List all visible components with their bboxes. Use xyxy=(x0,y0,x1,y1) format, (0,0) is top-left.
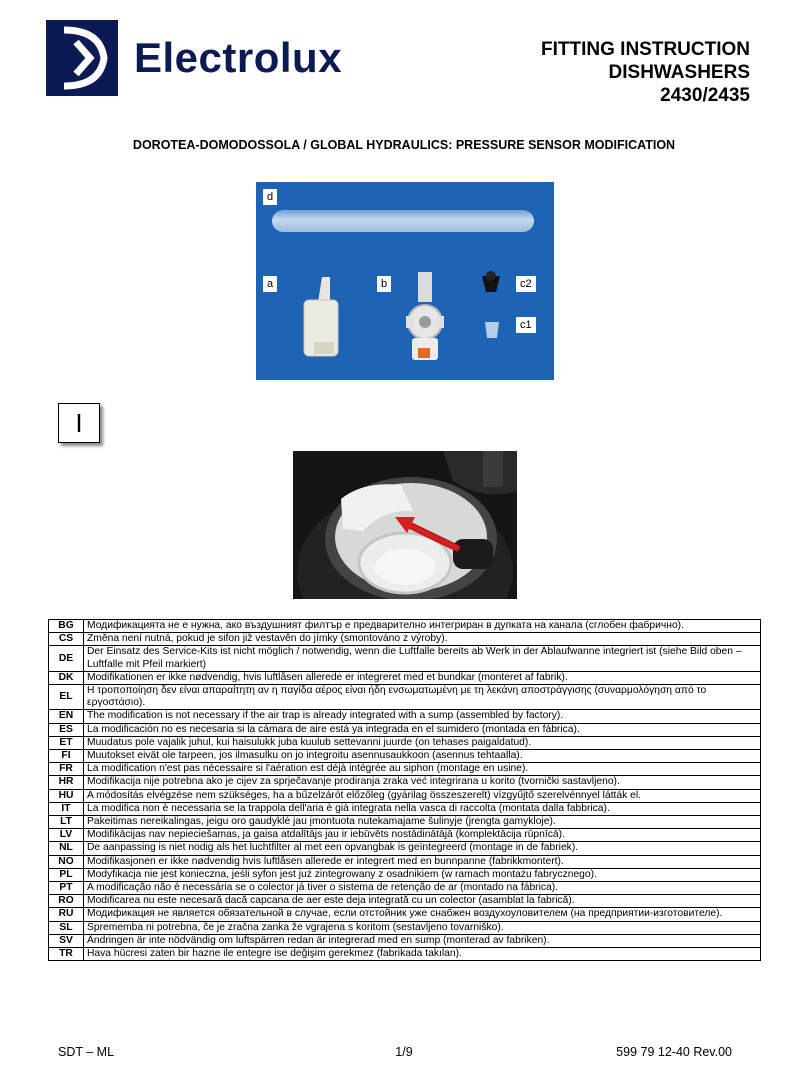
document-number: 599 79 12-40 Rev.00 xyxy=(616,1045,732,1059)
title-line-1: FITTING INSTRUCTION xyxy=(541,39,750,60)
language-text: Změna není nutná, pokud je sifon již vestavěn do jímky (smontováno z výroby). xyxy=(84,633,761,646)
language-text: La modification n'est pas nécessaire si l'aération est déjà intégrée au siphon (montage en usine). xyxy=(84,763,761,776)
language-text: Sprememba ni potrebna, če je zračna zanka že vgrajena s koritom (sestavljeno tovarniško). xyxy=(84,921,761,934)
language-text: A modificação não é necessária se o colector já tiver o sistema de retenção de ar (montado na fábrica). xyxy=(84,882,761,895)
table-row xyxy=(49,646,761,671)
language-text: Модификация не является обязательной в случае, если отстойник уже снабжен воздухоуловителем (на предприятии-изготовителе). xyxy=(84,908,761,921)
table-row xyxy=(49,763,761,776)
language-code: BG xyxy=(49,620,84,633)
language-code: PT xyxy=(49,882,84,895)
language-code: HU xyxy=(49,789,84,802)
language-text: Modyfikacja nie jest konieczna, jeśli syfon jest już zintegrowany z osadnikiem (w ramach montażu fabrycznego). xyxy=(84,868,761,881)
language-code: LV xyxy=(49,829,84,842)
document-subtitle: DOROTEA-DOMODOSSOLA / GLOBAL HYDRAULICS: PRESSURE SENSOR MODIFICATION xyxy=(132,138,676,152)
table-row xyxy=(49,750,761,763)
table-row xyxy=(49,842,761,855)
language-text: Modifikacija nije potrebna ako je cijev za sprječavanje prodiranja zraka već integrirana u korito (tvornički sastavljeno). xyxy=(84,776,761,789)
language-text: The modification is not necessary if the air trap is already integrated with a sump (assembled by factory). xyxy=(84,710,761,723)
language-text: Pakeitimas nereikalingas, jeigu oro gaudyklė jau įmontuota nutekamajame šulinyje (įrengta gamykloje). xyxy=(84,816,761,829)
table-row xyxy=(49,882,761,895)
title-line-2: DISHWASHERS xyxy=(608,62,750,83)
electrolux-logo-icon xyxy=(46,20,118,96)
language-code: RU xyxy=(49,908,84,921)
language-code: FI xyxy=(49,750,84,763)
part-label-b: b xyxy=(377,276,391,292)
language-text: Η τροποποίηση δεν είναι απαραίτητη αν η παγίδα αέρος είναι ήδη ενσωματωμένη με τη λεκάνη αποστράγγισης (συναρμολόγηση από το εργοστάσιο). xyxy=(84,685,761,710)
table-row xyxy=(49,908,761,921)
language-text: Muudatus pole vajalik juhul, kui haisulukk juba kuulub settevanni juurde (on tehases paigaldatud). xyxy=(84,736,761,749)
table-row xyxy=(49,829,761,842)
table-row xyxy=(49,736,761,749)
table-row xyxy=(49,934,761,947)
document-title xyxy=(541,38,750,107)
table-row xyxy=(49,868,761,881)
language-code: FR xyxy=(49,763,84,776)
language-text: Modificarea nu este necesară dacă capcana de aer este deja integrată cu un colector (asamblat la fabrică). xyxy=(84,895,761,908)
language-code: HR xyxy=(49,776,84,789)
language-code: SV xyxy=(49,934,84,947)
part-label-d: d xyxy=(263,189,277,205)
language-text: La modificación no es necesaria si la cámara de aire está ya integrada en el sumidero (montada en fábrica). xyxy=(84,723,761,736)
language-text: Der Einsatz des Service-Kits ist nicht möglich / notwendig, wenn die Luftfalle bereits ab Werk in der Ablaufwanne integriert ist (siehe Bild oben – Luftfalle mit Pfeil markiert) xyxy=(84,646,761,671)
electrolux-logo xyxy=(46,20,342,96)
table-row xyxy=(49,620,761,633)
table-row xyxy=(49,633,761,646)
language-code: DK xyxy=(49,671,84,684)
language-code: NO xyxy=(49,855,84,868)
page-number: 1/9 xyxy=(395,1045,413,1059)
language-code: CS xyxy=(49,633,84,646)
footer-left: SDT – ML xyxy=(58,1045,115,1059)
language-code: IT xyxy=(49,802,84,815)
table-row xyxy=(49,816,761,829)
table-row xyxy=(49,776,761,789)
step-marker-box: I xyxy=(58,403,100,443)
arrow-icon xyxy=(293,451,517,599)
language-code: EN xyxy=(49,710,84,723)
language-code: TR xyxy=(49,948,84,961)
language-code: RO xyxy=(49,895,84,908)
language-code: DE xyxy=(49,646,84,671)
language-code: EL xyxy=(49,685,84,710)
table-row xyxy=(49,723,761,736)
table-row xyxy=(49,895,761,908)
part-label-c1: c1 xyxy=(516,317,536,333)
part-label-c2: c2 xyxy=(516,276,536,292)
language-table xyxy=(48,619,761,961)
language-text: Hava hücresi zaten bir hazne ile entegre ise değişim gerekmez (fabrikada takılan). xyxy=(84,948,761,961)
table-row xyxy=(49,921,761,934)
language-text: Modifikationen er ikke nødvendig, hvis luftlåsen allerede er integreret med et bundkar (monteret af fabrik). xyxy=(84,671,761,684)
table-row xyxy=(49,671,761,684)
table-row xyxy=(49,710,761,723)
table-row xyxy=(49,685,761,710)
table-row xyxy=(49,948,761,961)
language-text: La modifica non è necessaria se la trappola dell'aria è già integrata nella vasca di raccolta (montata dalla fabbrica). xyxy=(84,802,761,815)
language-code: NL xyxy=(49,842,84,855)
table-row xyxy=(49,802,761,815)
language-text: Модификацията не е нужна, ако въздушният филтър е предварително интегриран в дупката на канала (сглобен фабрично). xyxy=(84,620,761,633)
language-code: ET xyxy=(49,736,84,749)
language-text: Ändringen är inte nödvändig om luftspärren redan är integrerad med en sump (monterad av fabriken). xyxy=(84,934,761,947)
language-text: Muutokset eivät ole tarpeen, jos ilmasulku on jo integroitu asennusaukkoon (asennus tehtaalla). xyxy=(84,750,761,763)
language-text: Modifikasjonen er ikke nødvendig hvis luftlåsen allerede er integrert med en bunnpanne (fabrikkmontert). xyxy=(84,855,761,868)
sump-photo xyxy=(293,451,517,599)
parts-drawing xyxy=(256,182,554,380)
parts-photo xyxy=(256,182,554,380)
title-line-3: 2430/2435 xyxy=(660,85,750,106)
language-text: De aanpassing is niet nodig als het luchtfilter al met een opvangbak is geïntegreerd (montage in de fabriek). xyxy=(84,842,761,855)
table-row xyxy=(49,855,761,868)
language-text: Modifikācijas nav nepieciešamas, ja gaisa atdalītājs jau ir iebūvēts nostādinātājā (komplektācija rūpnīcā). xyxy=(84,829,761,842)
language-text: A módosítás elvégzése nem szükséges, ha a bűzelzárót előzőleg (gyárilag összeszerelt) vízgyűjtő szerelvénnyel látták el. xyxy=(84,789,761,802)
part-label-a: a xyxy=(263,276,277,292)
table-row xyxy=(49,789,761,802)
language-code: LT xyxy=(49,816,84,829)
language-code: PL xyxy=(49,868,84,881)
language-code: SL xyxy=(49,921,84,934)
brand-name: Electrolux xyxy=(134,34,343,81)
language-code: ES xyxy=(49,723,84,736)
